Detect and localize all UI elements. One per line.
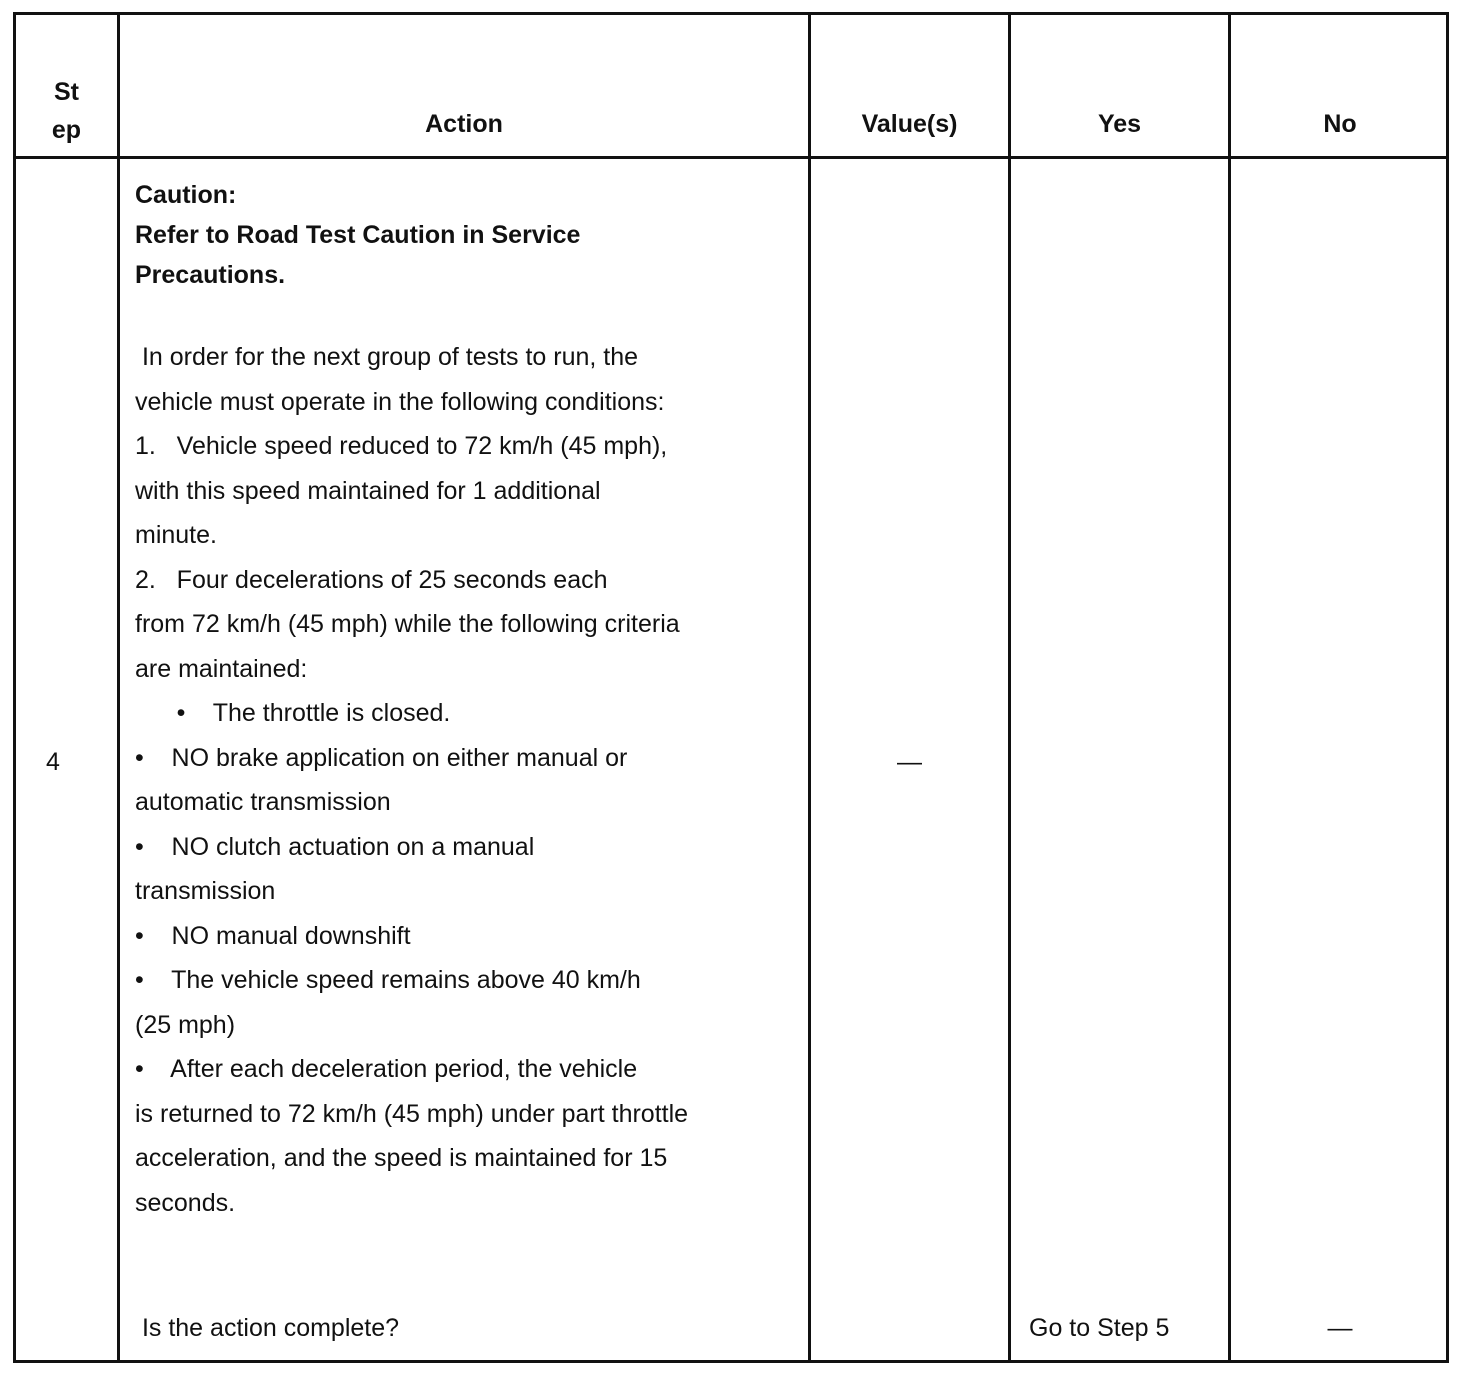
header-step-line2: ep <box>51 116 82 144</box>
column-divider <box>808 15 811 1360</box>
column-divider <box>1008 15 1011 1360</box>
action-line: minute. <box>135 521 217 549</box>
header-action: Action <box>425 110 503 138</box>
action-text <box>135 335 805 1225</box>
value-cell: — <box>897 748 922 776</box>
action-line: acceleration, and the speed is maintained for 15 <box>135 1144 668 1172</box>
action-line: • After each deceleration period, the vehicle <box>135 1055 638 1083</box>
header-yes: Yes <box>1097 110 1142 138</box>
header-no: No <box>1323 110 1357 138</box>
action-line: • NO clutch actuation on a manual <box>135 832 535 861</box>
column-divider <box>1228 15 1231 1360</box>
action-line: (25 mph) <box>135 1010 236 1039</box>
procedure-table <box>13 12 1449 1363</box>
header-step-line1: St <box>54 78 79 106</box>
action-line: In order for the next group of tests to run, the <box>135 343 639 371</box>
action-line: is returned to 72 km/h (45 mph) under part throttle <box>135 1099 689 1128</box>
action-line: • The throttle is closed. <box>135 699 451 727</box>
step-number: 4 <box>46 748 60 776</box>
caution-line: Precautions. <box>135 261 286 289</box>
action-line: seconds. <box>135 1188 236 1217</box>
action-line: 1. Vehicle speed reduced to 72 km/h (45 mph), <box>135 432 668 460</box>
header-step <box>16 73 117 149</box>
action-line: transmission <box>135 877 276 905</box>
action-line: • NO manual downshift <box>135 921 411 950</box>
no-cell: — <box>1327 1314 1353 1342</box>
action-line: automatic transmission <box>135 788 391 816</box>
action-line: 2. Four decelerations of 25 seconds each <box>135 565 608 594</box>
action-line: • The vehicle speed remains above 40 km/h <box>135 966 641 994</box>
action-line: from 72 km/h (45 mph) while the following criteria <box>135 610 680 638</box>
action-cell <box>135 175 805 1225</box>
action-line: are maintained: <box>135 654 308 683</box>
yes-cell: Go to Step 5 <box>1029 1314 1170 1342</box>
action-line: • NO brake application on either manual or <box>135 743 628 772</box>
header-values: Value(s) <box>861 110 958 138</box>
action-question: Is the action complete? <box>135 1314 400 1342</box>
column-divider <box>117 15 120 1360</box>
header-divider <box>16 156 1446 159</box>
action-line: vehicle must operate in the following conditions: <box>135 387 665 416</box>
caution-line: Refer to Road Test Caution in Service <box>135 221 581 249</box>
action-line: with this speed maintained for 1 additional <box>135 476 601 505</box>
caution-title: Caution: <box>135 181 237 209</box>
